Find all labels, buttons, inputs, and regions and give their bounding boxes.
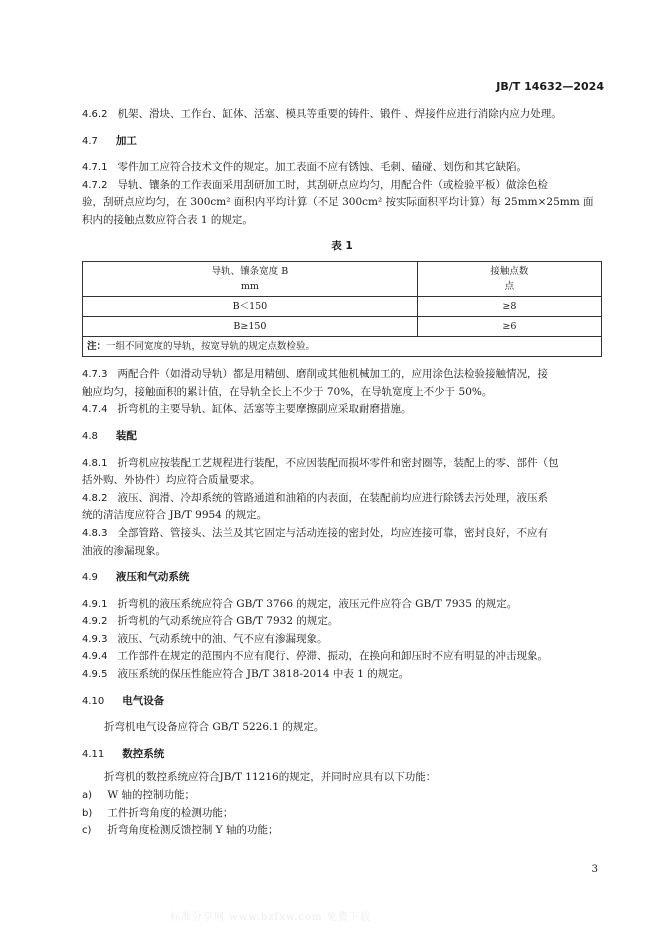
clause-4-7-2: 4.7.2 导轨、镶条的工作表面采用刮研加工时，其刮研点应均匀，用配合件（或检验平板）做涂色检 验，刮研点应均匀，在 300cm² 面积内平均计算（不足 300cm² 按实际面积平均计算）每 25mm×25mm 面 积内的接触点数应符合表 1 的规定。 [82,178,594,226]
clause-4-7-4: 4.7.4 折弯机的主要导轨、缸体、活塞等主要摩擦副应采取耐磨措施。 [82,403,412,416]
clause-4-7-1: 4.7.1 零件加工应符合技术文件的规定。加工表面不应有锈蚀、毛刺、磕碰、划伤和其它缺陷。 [82,161,527,174]
header-points: 接触点数 点 [417,262,601,297]
heading-4-11: 4.11 数控系统 [82,747,165,760]
list-item: b) 工件折弯角度的检测功能； [82,806,234,819]
heading-4-7: 4.7 加工 [82,134,137,147]
cell-width: B＜150 [83,297,418,317]
heading-4-10: 4.10 电气设备 [82,694,165,707]
clause-4-9-3: 4.9.3 液压、气动系统中的油、气不应有渗漏现象。 [82,632,328,645]
table-caption: 表 1 [331,239,353,252]
clause-4-9-5: 4.9.5 液压系统的保压性能应符合 JB/T 3818-2014 中表 1 的规定。 [82,668,410,681]
heading-4-9: 4.9 液压和气动系统 [82,571,190,584]
clause-4-11-intro: 折弯机的数控系统应符合JB/T 11216的规定，并同时应具有以下功能： [104,771,437,784]
standard-code: JB/T 14632—2024 [496,80,604,93]
list-item: c) 折弯角度检测反馈控制 Y 轴的功能； [82,824,279,837]
table-note-row [83,337,602,357]
table-header-row [83,262,602,297]
page-number: 3 [591,864,598,875]
clause-4-9-4: 4.9.4 工作部件在规定的范围内不应有爬行、停滞、振动，在换向和卸压时不应有明显的冲击现象。 [82,650,548,663]
clause-4-8-1: 4.8.1 折弯机应按装配工艺规程进行装配，不应因装配而损坏零件和密封圈等，装配上的零、部件（包 括外购、外协件）均应符合质量要求。 [82,456,559,487]
table-row [83,297,602,317]
contact-points-table [82,261,602,357]
watermark-text: 标准分享网 www.bzfxw.com 免费下载 [170,912,371,923]
header-width: 导轨、镶条宽度 B mm [83,262,418,297]
clause-4-8-3: 4.8.3 全部管路、管接头、法兰及其它固定与活动连接的密封处，均应连接可靠，密封良好，不应有 油液的渗漏现象。 [82,526,548,557]
table-note: 注：一组不同宽度的导轨，按宽导轨的规定点数检验。 [83,337,602,357]
clause-4-9-1: 4.9.1 折弯机的液压系统应符合 GB/T 3766 的规定，液压元件应符合 GB/T 7935 的规定。 [82,597,518,610]
clause-4-6-2: 4.6.2 机架、滑块、工作台、缸体、活塞、模具等重要的铸件、锻件 、焊接件应进行消除内应力处理。 [82,108,562,120]
clause-4-7-3: 4.7.3 两配合件（如滑动导轨）都是用精刨、磨削或其他机械加工的，应用涂色法检验接触情况，接 触应均匀，接触面积的累计值，在导轨全长上不少于 70%，在导轨宽度上不少于 50%。 [82,368,548,398]
clause-4-9-2: 4.9.2 折弯机的气动系统应符合 GB/T 7932 的规定。 [82,615,339,628]
cell-points: ≥8 [417,297,601,317]
table-row [83,317,602,337]
list-item: a) W 轴的控制功能； [82,789,195,802]
clause-4-10-text: 折弯机电气设备应符合 GB/T 5226.1 的规定。 [104,721,325,734]
cell-width: B≥150 [83,317,418,337]
clause-4-8-2: 4.8.2 液压、润滑、冷却系统的管路通道和油箱的内表面，在装配前均应进行除锈去污处理，液压系 统的清洁度应符合 JB/T 9954 的规定。 [82,491,548,522]
heading-4-8: 4.8 装配 [82,429,137,442]
document-body [82,106,602,840]
cell-points: ≥6 [417,317,601,337]
